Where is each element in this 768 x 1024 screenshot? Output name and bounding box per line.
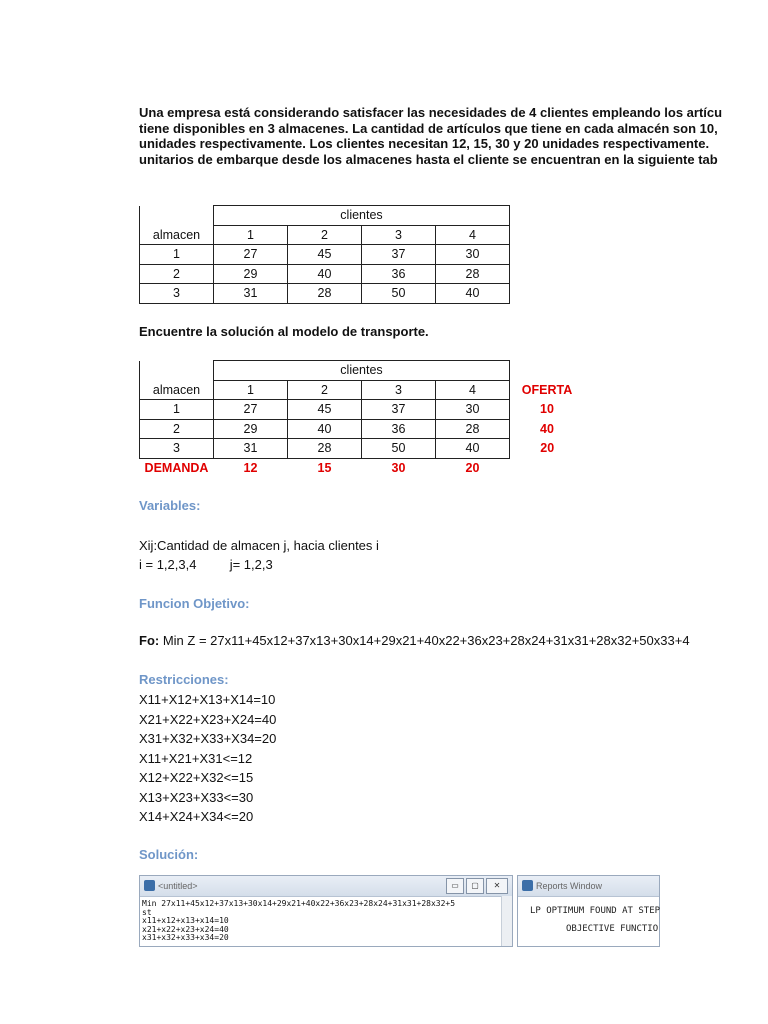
table-cell: 29 [214, 264, 288, 284]
close-button[interactable]: ✕ [486, 878, 508, 894]
table-row [140, 419, 585, 439]
supply-header: OFERTA [521, 382, 573, 397]
demand-label: DEMANDA [144, 460, 209, 475]
constraints-list [139, 690, 276, 827]
table-row [140, 264, 510, 284]
constraint: X11+X21+X31<=12 [139, 750, 253, 766]
table-cell: 31 [214, 439, 288, 459]
table-col-header: 1 [214, 380, 288, 400]
indices-i: i = 1,2,3,4 [139, 557, 197, 572]
maximize-button[interactable]: ▢ [466, 878, 484, 894]
code-line: x31+x32+x33+x34=20 [142, 933, 229, 942]
demand-value: 20 [465, 460, 480, 475]
row-label: 1 [140, 245, 214, 265]
table-row-header: almacen [140, 380, 214, 400]
constraints-heading: Restricciones: [139, 672, 229, 687]
objective-label: Fo: [139, 633, 160, 648]
code-line: x11+x12+x13+x14=10 [142, 916, 229, 925]
intro-line: Una empresa está considerando satisfacer las necesidades de 4 clientes empleando los artícu [139, 105, 723, 120]
row-label: 2 [140, 264, 214, 284]
code-line: st [142, 907, 152, 917]
table-col-header: 4 [436, 380, 510, 400]
editor-titlebar [140, 876, 512, 897]
editor-code[interactable] [140, 897, 512, 946]
table-cell: 28 [288, 284, 362, 304]
objective-function [139, 633, 690, 648]
variable-definition: Xij:Cantidad de almacen j, hacia clientes i [139, 538, 379, 553]
row-label: 3 [140, 439, 214, 459]
table-row [140, 439, 585, 459]
intro-line: tiene disponibles en 3 almacenes. La cantidad de artículos que tiene en cada almacén son 10, [139, 120, 718, 136]
constraint: X12+X22+X32<=15 [139, 770, 254, 785]
table-cell: 36 [362, 264, 436, 284]
intro-line: unitarios de embarque desde los almacenes hasta el cliente se encuentran en la siguiente tab [139, 151, 718, 167]
table-row [140, 284, 510, 304]
table-cell: 50 [362, 284, 436, 304]
table-cell: 40 [436, 284, 510, 304]
demand-value: 30 [391, 460, 406, 475]
table-cell: 28 [436, 419, 510, 439]
table-cell: 28 [288, 439, 362, 459]
constraint: X11+X12+X13+X14=10 [139, 692, 276, 707]
intro-paragraph [139, 105, 723, 167]
minimize-button[interactable]: ▭ [446, 878, 464, 894]
table-row [140, 245, 510, 265]
app-icon [144, 880, 155, 891]
demand-value: 15 [317, 460, 332, 475]
table-group-header: clientes [214, 361, 510, 381]
table-col-header: 1 [214, 225, 288, 245]
reports-titlebar [518, 876, 659, 897]
row-label: 1 [140, 400, 214, 420]
table-cell: 30 [436, 400, 510, 420]
table-col-header: 2 [288, 380, 362, 400]
reports-window [517, 875, 660, 947]
table-cell: 37 [362, 245, 436, 265]
reports-title: Reports Window [536, 881, 603, 891]
reports-line: LP OPTIMUM FOUND AT STEP [530, 906, 661, 916]
code-line: Min 27x11+45x12+37x13+30x14+29x21+40x22+36x23+28x24+31x31+28x32+5 [142, 899, 456, 908]
table-cell: 37 [362, 400, 436, 420]
table-cell: 31 [214, 284, 288, 304]
table-cell: 29 [214, 419, 288, 439]
editor-scrollbar[interactable] [501, 896, 512, 946]
app-icon [522, 880, 533, 891]
indices-j: j= 1,2,3 [229, 557, 273, 572]
table-row [140, 400, 585, 420]
table-col-header: 4 [436, 225, 510, 245]
solution-heading: Solución: [139, 847, 199, 862]
lingo-editor-window [139, 875, 513, 947]
table-row-header: almacen [140, 225, 214, 245]
table-cell: 40 [436, 439, 510, 459]
table-cell: 27 [214, 400, 288, 420]
cost-table [139, 205, 510, 304]
table-cell: 45 [288, 245, 362, 265]
intro-line: unidades respectivamente. Los clientes necesitan 12, 15, 30 y 20 unidades respectivamente. [139, 136, 710, 151]
demand-row [140, 458, 585, 477]
objective-expression: Min Z = 27x11+45x12+37x13+30x14+29x21+40x22+36x23+28x24+31x31+28x32+50x33+4 [162, 633, 690, 648]
row-label: 2 [140, 419, 214, 439]
table-cell: 45 [288, 400, 362, 420]
table-cell: 40 [288, 419, 362, 439]
constraint: X13+X23+X33<=30 [139, 789, 254, 805]
instruction-text: Encuentre la solución al modelo de transporte. [139, 324, 429, 339]
table-col-header: 2 [288, 225, 362, 245]
table-cell: 27 [214, 245, 288, 265]
table-cell: 28 [436, 264, 510, 284]
table-col-header: 3 [362, 380, 436, 400]
table-group-header: clientes [214, 206, 510, 226]
table-col-header: 3 [362, 225, 436, 245]
supply-value: 10 [540, 402, 554, 417]
table-cell: 40 [288, 264, 362, 284]
editor-title: <untitled> [158, 881, 198, 891]
variables-heading: Variables: [139, 498, 201, 513]
demand-value: 12 [243, 460, 258, 475]
constraint: X21+X22+X23+X24=40 [139, 711, 277, 727]
row-label: 3 [140, 284, 214, 304]
constraint: X31+X32+X33+X34=20 [139, 731, 277, 746]
code-line: x21+x22+x23+x24=40 [142, 924, 229, 934]
table-cell: 36 [362, 419, 436, 439]
reports-line: OBJECTIVE FUNCTIO [566, 924, 659, 934]
objective-heading: Funcion Objetivo: [139, 596, 250, 611]
variable-indices [139, 557, 273, 572]
supply-value: 40 [540, 421, 554, 436]
transport-table [139, 360, 585, 477]
table-cell: 30 [436, 245, 510, 265]
constraint: X14+X24+X34<=20 [139, 809, 254, 824]
table-cell: 50 [362, 439, 436, 459]
supply-value: 20 [540, 441, 555, 456]
